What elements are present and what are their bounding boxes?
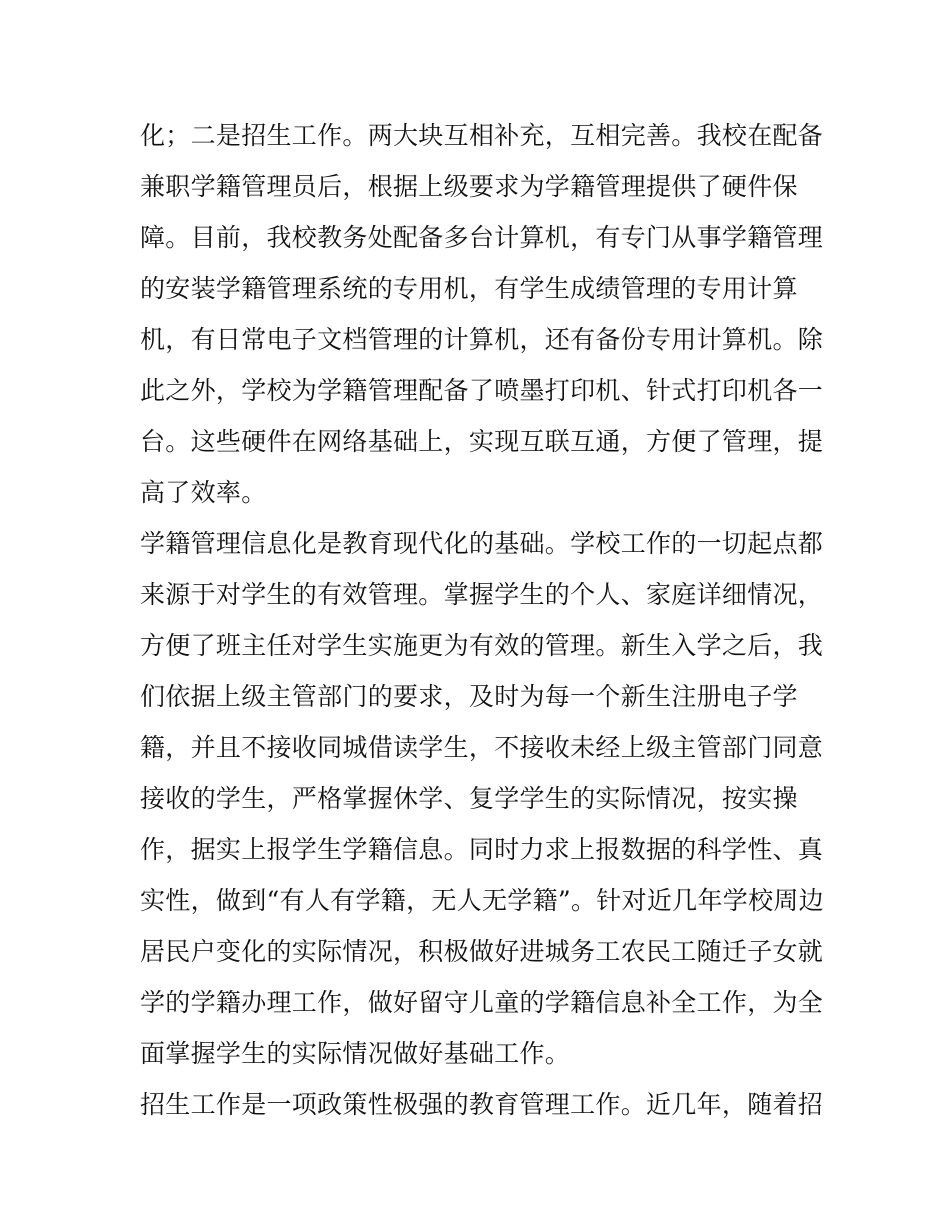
text-line: 招生工作是一项政策性极强的教育管理工作。近几年，随着招 [140, 1090, 824, 1119]
text-line: 的安装学籍管理系统的专用机，有学生成绩管理的专用计算 [140, 274, 798, 303]
text-line: 们依据上级主管部门的要求，及时为每一个新生注册电子学 [140, 682, 798, 711]
text-line: 居民户变化的实际情况，积极做好进城务工农民工随迁子女就 [140, 937, 824, 966]
text-line: 化；二是招生工作。两大块互相补充，互相完善。我校在配备 [140, 121, 824, 150]
text-line: 作，据实上报学生学籍信息。同时力求上报数据的科学性、真 [140, 835, 824, 864]
text-line: 方便了班主任对学生实施更为有效的管理。新生入学之后，我 [140, 631, 824, 660]
text-line: 此之外，学校为学籍管理配备了喷墨打印机、针式打印机各一 [140, 376, 824, 405]
text-line: 接收的学生，严格掌握休学、复学学生的实际情况，按实操 [140, 784, 798, 813]
text-line: 兼职学籍管理员后，根据上级要求为学籍管理提供了硬件保 [140, 172, 798, 201]
text-line: 学籍管理信息化是教育现代化的基础。学校工作的一切起点都 [140, 529, 824, 558]
text-line: 来源于对学生的有效管理。掌握学生的个人、家庭详细情况， [140, 580, 824, 609]
text-line: 实性，做到“有人有学籍，无人无学籍”。针对近几年学校周边 [140, 886, 824, 915]
document-body [140, 110, 824, 1130]
text-line: 学的学籍办理工作，做好留守儿童的学籍信息补全工作，为全 [140, 988, 824, 1017]
text-line: 台。这些硬件在网络基础上，实现互联互通，方便了管理，提 [140, 427, 824, 456]
text-line: 面掌握学生的实际情况做好基础工作。 [140, 1039, 571, 1068]
text-line: 机，有日常电子文档管理的计算机，还有备份专用计算机。除 [140, 325, 824, 354]
text-line: 籍，并且不接收同城借读学生，不接收未经上级主管部门同意 [140, 733, 824, 762]
text-line: 高了效率。 [140, 478, 267, 507]
text-line: 障。目前，我校教务处配备多台计算机，有专门从事学籍管理 [140, 223, 824, 252]
